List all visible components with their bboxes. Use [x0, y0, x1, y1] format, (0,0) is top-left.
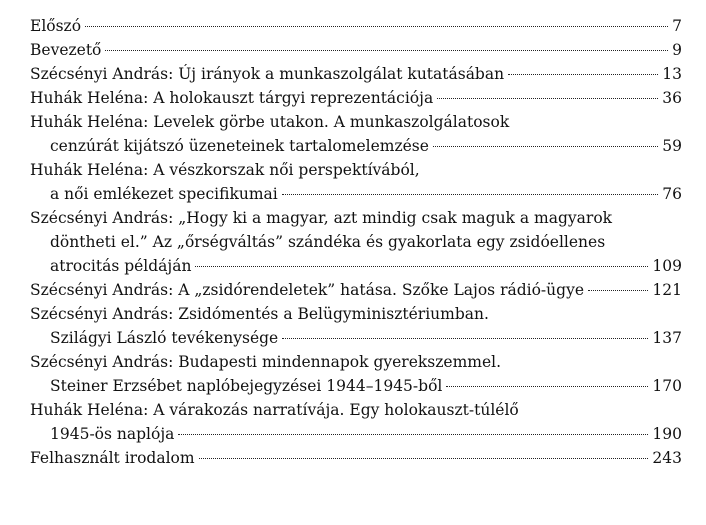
toc-entry-line	[30, 110, 682, 134]
toc-page-number: 121	[652, 281, 682, 299]
dot-leader	[446, 386, 648, 387]
toc-entry[interactable]	[30, 446, 682, 470]
dot-leader	[282, 338, 648, 339]
toc-entry[interactable]	[30, 206, 682, 278]
toc-page-number: 36	[662, 89, 682, 107]
toc-entry[interactable]	[30, 38, 682, 62]
toc-entry-title: Szilágyi László tevékenysége	[50, 329, 279, 347]
toc-entry-title: Szécsényi András: „Hogy ki a magyar, azt mindig csak maguk a magyarok	[30, 209, 613, 227]
toc-entry-title: 1945-ös naplója	[50, 425, 175, 443]
toc-entry-line	[30, 446, 682, 470]
toc-entry-line	[30, 302, 682, 326]
toc-entry-title: Huhák Heléna: A vészkorszak női perspektívából,	[30, 161, 420, 179]
toc-entry-title: atrocitás példáján	[50, 257, 192, 275]
toc-entry[interactable]	[30, 14, 682, 38]
toc-entry-title: Bevezető	[30, 41, 102, 59]
toc-entry-title: a női emlékezet specifikumai	[50, 185, 278, 203]
toc-entry-title: Szécsényi András: A „zsidórendeletek” hatása. Szőke Lajos rádió-ügye	[30, 281, 584, 299]
toc-entry-line	[30, 182, 682, 206]
dot-leader	[105, 50, 668, 51]
toc-entry-line	[30, 134, 682, 158]
dot-leader	[85, 26, 668, 27]
toc-entry-line	[30, 350, 682, 374]
dot-leader	[195, 266, 648, 267]
toc-entry-title: döntheti el.” Az „őrségváltás” szándéka és gyakorlata egy zsidóellenes	[50, 233, 606, 251]
dot-leader	[433, 146, 658, 147]
toc-page-number: 9	[672, 41, 682, 59]
toc-entry-line	[30, 326, 682, 350]
toc-entry[interactable]	[30, 350, 682, 398]
toc-entry[interactable]	[30, 86, 682, 110]
toc-entry[interactable]	[30, 398, 682, 446]
toc-entry-title: Felhasznált irodalom	[30, 449, 195, 467]
toc-page-number: 13	[662, 65, 682, 83]
dot-leader	[588, 290, 648, 291]
dot-leader	[508, 74, 658, 75]
toc-entry-line	[30, 230, 682, 254]
toc-entry-line	[30, 62, 682, 86]
toc-entry[interactable]	[30, 278, 682, 302]
toc-entry-title: Előszó	[30, 17, 82, 35]
toc-entry[interactable]	[30, 302, 682, 350]
toc-entry-line	[30, 374, 682, 398]
toc-entry-title: Huhák Heléna: A holokauszt tárgyi reprezentációja	[30, 89, 434, 107]
toc-entry-title: Szécsényi András: Új irányok a munkaszolgálat kutatásában	[30, 65, 505, 83]
toc-entry-title: Huhák Heléna: A várakozás narratívája. Egy holokauszt-túlélő	[30, 401, 519, 419]
dot-leader	[199, 458, 649, 459]
dot-leader	[178, 434, 648, 435]
toc-entry-line	[30, 38, 682, 62]
toc-page-number: 137	[652, 329, 682, 347]
toc-page-number: 243	[652, 449, 682, 467]
toc-entry[interactable]	[30, 158, 682, 206]
toc-entry-line	[30, 254, 682, 278]
toc-entry-title: Huhák Heléna: Levelek görbe utakon. A munkaszolgálatosok	[30, 113, 510, 131]
toc-entry-line	[30, 206, 682, 230]
toc-entry[interactable]	[30, 62, 682, 86]
toc-entry-title: cenzúrát kijátszó üzeneteinek tartalomelemzése	[50, 137, 429, 155]
dot-leader	[437, 98, 658, 99]
toc-entry-line	[30, 14, 682, 38]
dot-leader	[282, 194, 659, 195]
toc-page-number: 59	[662, 137, 682, 155]
toc-page-number: 76	[662, 185, 682, 203]
toc-page-number: 170	[652, 377, 682, 395]
toc-entry-title: Steiner Erzsébet naplóbejegyzései 1944–1945-ből	[50, 377, 443, 395]
toc-entry-line	[30, 398, 682, 422]
toc-page-number: 109	[652, 257, 682, 275]
toc-entry-line	[30, 158, 682, 182]
toc-entry-title: Szécsényi András: Budapesti mindennapok gyerekszemmel.	[30, 353, 502, 371]
toc-page-number: 190	[652, 425, 682, 443]
toc-entry-line	[30, 278, 682, 302]
toc-page-number: 7	[672, 17, 682, 35]
toc-entry-title: Szécsényi András: Zsidómentés a Belügyminisztériumban.	[30, 305, 489, 323]
toc-entry[interactable]	[30, 110, 682, 158]
toc-entry-line	[30, 422, 682, 446]
toc-entry-line	[30, 86, 682, 110]
